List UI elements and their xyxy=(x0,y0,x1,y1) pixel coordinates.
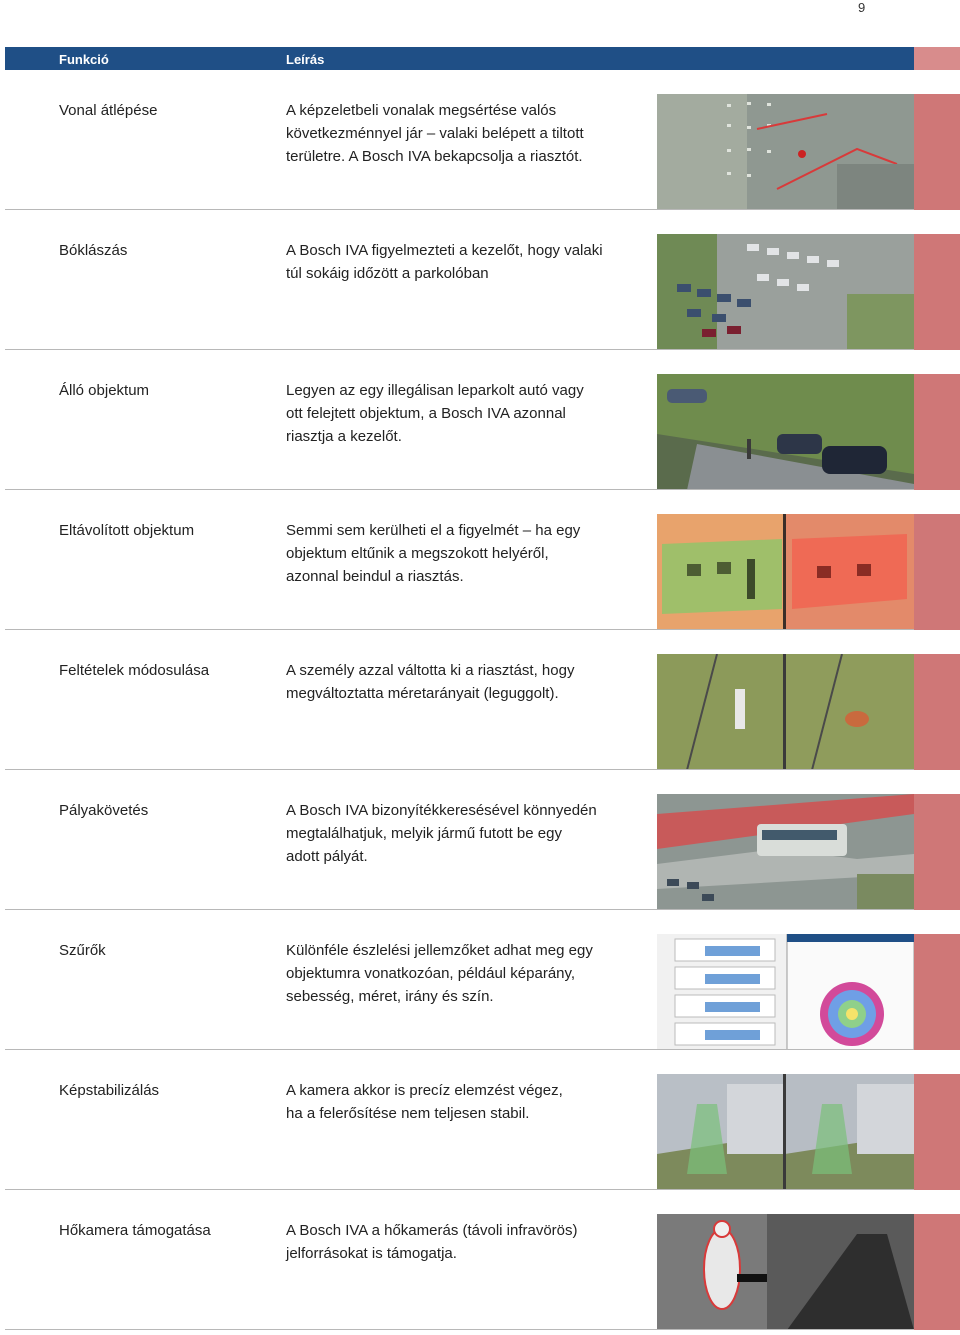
accent-strip-header xyxy=(914,47,960,70)
function-name: Álló objektum xyxy=(59,382,150,399)
header-description: Leírás xyxy=(286,52,325,67)
removed-object-image xyxy=(657,514,914,630)
idle-object-image xyxy=(657,374,914,490)
function-description: Semmi sem kerülheti el a figyelmét – ha egy objektum eltűnik a megszokott helyéről, azonnal beindul a riasztás. xyxy=(286,522,581,585)
page-number: 9 xyxy=(858,0,866,15)
function-description: A Bosch IVA figyelmezteti a kezelőt, hogy valaki túl sokáig időzött a parkolóban xyxy=(286,242,603,282)
table-row xyxy=(5,1050,960,1190)
loitering-image xyxy=(657,234,914,350)
condition-change-image xyxy=(657,654,914,770)
function-description: A kamera akkor is precíz elemzést végez, ha a felerősítése nem teljesen stabil. xyxy=(286,1082,563,1122)
function-description: A személy azzal váltotta ki a riasztást, hogy megváltoztatta méretarányait (leguggolt). xyxy=(286,662,575,702)
thermal-camera-image xyxy=(657,1214,914,1330)
accent-strip xyxy=(914,934,960,1050)
accent-strip xyxy=(914,234,960,350)
function-description: A Bosch IVA bizonyítékkeresésével könnyedén megtalálhatjuk, melyik jármű futott be egy adott pályát. xyxy=(286,802,597,865)
function-description: A képzeletbeli vonalak megsértése valós következménnyel jár – valaki belépett a tiltott területre. A Bosch IVA bekapcsolja a riasztót. xyxy=(286,102,584,165)
function-name: Hőkamera támogatása xyxy=(59,1222,211,1239)
function-name: Képstabilizálás xyxy=(59,1082,160,1099)
header-function: Funkció xyxy=(59,52,109,67)
table-row xyxy=(5,490,960,630)
table-row xyxy=(5,910,960,1050)
table-row xyxy=(5,210,960,350)
filters-image xyxy=(657,934,914,1050)
table-row xyxy=(5,70,960,210)
table-header xyxy=(5,47,914,70)
line-crossing-image xyxy=(657,94,914,210)
accent-strip xyxy=(914,1214,960,1330)
function-description: Legyen az egy illegálisan leparkolt autó vagy ott felejtett objektum, a Bosch IVA azonnal riasztja a kezelőt. xyxy=(286,382,584,445)
function-name: Vonal átlépése xyxy=(59,102,158,119)
function-name: Eltávolított objektum xyxy=(59,522,195,539)
accent-strip xyxy=(914,654,960,770)
accent-strip xyxy=(914,94,960,210)
stabilization-image xyxy=(657,1074,914,1190)
row-divider xyxy=(5,1329,914,1330)
table-row xyxy=(5,350,960,490)
accent-strip xyxy=(914,514,960,630)
accent-strip xyxy=(914,374,960,490)
accent-strip xyxy=(914,1074,960,1190)
function-name: Feltételek módosulása xyxy=(59,662,210,679)
table-row xyxy=(5,1190,960,1330)
function-name: Pályakövetés xyxy=(59,802,149,819)
function-description: A Bosch IVA a hőkamerás (távoli infravörös) jelforrásokat is támogatja. xyxy=(286,1222,578,1262)
function-name: Szűrők xyxy=(59,942,106,959)
function-name: Bóklászás xyxy=(59,242,128,259)
table-row xyxy=(5,630,960,770)
function-description: Különféle észlelési jellemzőket adhat meg egy objektumra vonatkozóan, például képarány, sebesség, méret, irány és szín. xyxy=(286,942,593,1005)
table-row xyxy=(5,770,960,910)
accent-strip xyxy=(914,794,960,910)
trajectory-image xyxy=(657,794,914,910)
